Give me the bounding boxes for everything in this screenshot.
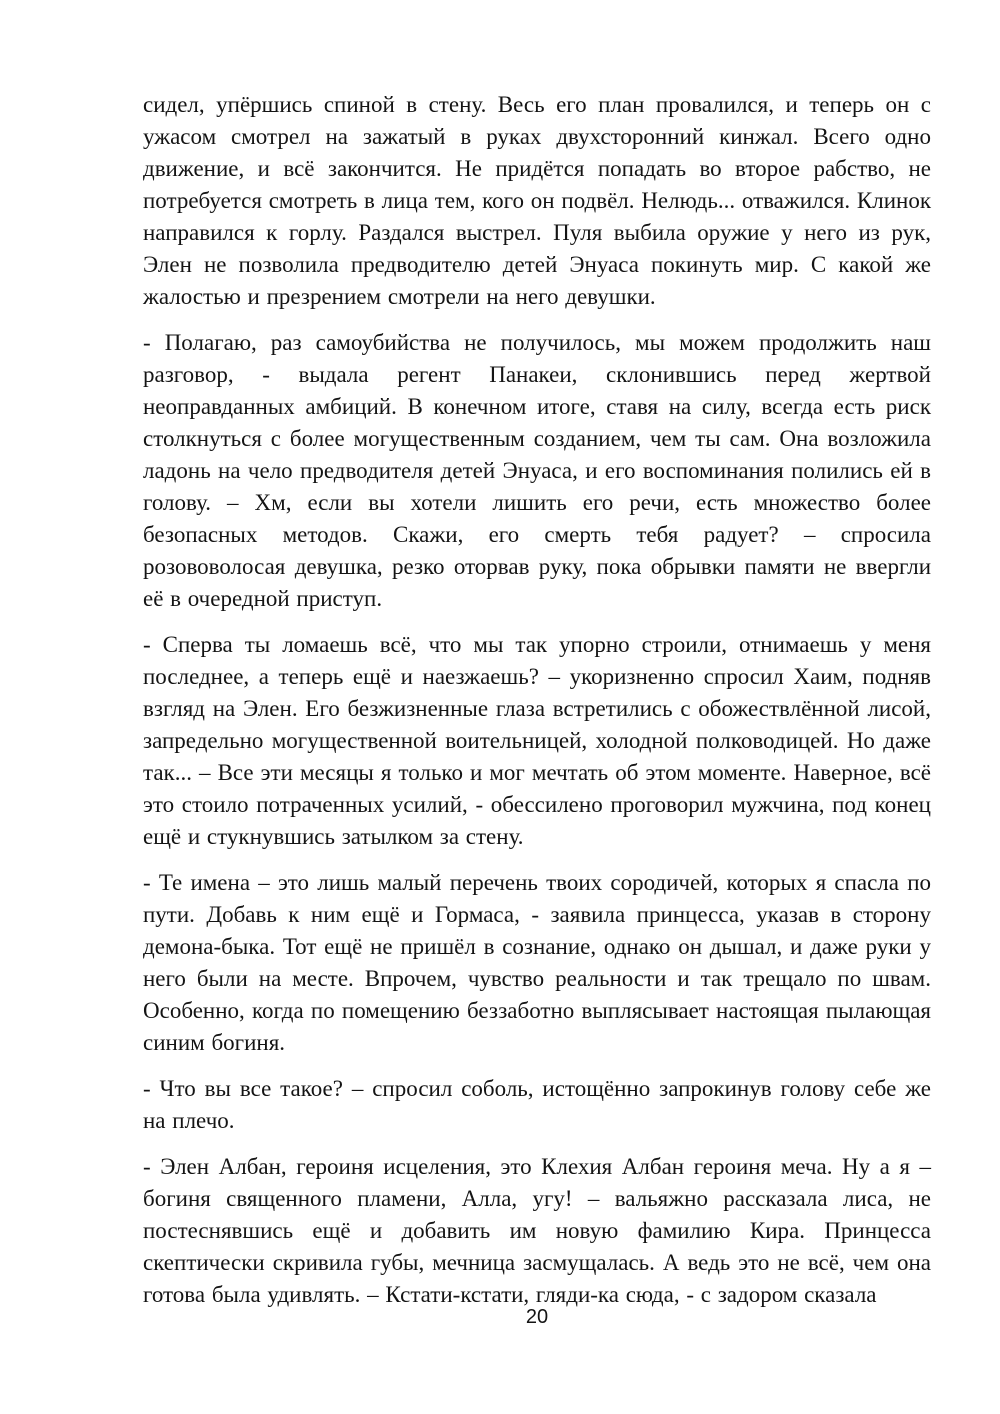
text-block [143, 89, 931, 1311]
paragraph-3: - Сперва ты ломаешь всё, что мы так упорно строили, отнимаешь у меня последнее, а теперь ещё и наезжаешь? – укоризненно спросил Хаим, подняв взгляд на Элен. Его безжизненные глаза встретились с обожествлённой лисой, запредельно могущественной воительницей, холодной полководицей. Но даже так... – Все эти месяцы я только и мог мечтать об этом моменте. Наверное, всё это стоило потраченных усилий, - обессилено проговорил мужчина, под конец ещё и стукнувшись затылком за стену. [143, 632, 931, 849]
paragraph-6: - Элен Албан, героиня исцеления, это Клехия Албан героиня меча. Ну а я – богиня священного пламени, Алла, угу! – вальяжно рассказала лиса, не постеснявшись ещё и добавить им новую фамилию Кира. Принцесса скептически скривила губы, мечница засмущалась. А ведь это не всё, чем она готова была удивлять. – Кстати-кстати, гляди-ка сюда, - с задором сказала [143, 1154, 931, 1307]
page-number: 20 [525, 1306, 549, 1328]
paragraph-1: сидел, упёршись спиной в стену. Весь его план провалился, и теперь он с ужасом смотрел на зажатый в руках двухсторонний кинжал. Всего одно движение, и всё закончится. Не придётся попадать во второе рабство, не потребуется смотреть в лица тем, кого он подвёл. Нелюдь... отважился. Клинок направился к горлу. Раздался выстрел. Пуля выбила оружие у него из рук, Элен не позволила предводителю детей Энуаса покинуть мир. С какой же жалостью и презрением смотрели на него девушки. [143, 92, 931, 309]
paragraph-2: - Полагаю, раз самоубийства не получилось, мы можем продолжить наш разговор, - выдала регент Панакеи, склонившись перед жертвой неоправданных амбиций. В конечном итоге, ставя на силу, всегда есть риск столкнуться с более могущественным созданием, чем ты сам. Она возложила ладонь на чело предводителя детей Энуаса, и его воспоминания полились ей в голову. – Хм, если вы хотели лишить его речи, есть множество более безопасных методов. Скажи, его смерть тебя радует? – спросила розововолосая девушка, резко оторвав руку, пока обрывки памяти не ввергли её в очередной приступ. [143, 330, 931, 611]
paragraph-5: - Что вы все такое? – спросил соболь, истощённо запрокинув голову себе же на плечо. [143, 1076, 931, 1133]
paragraph-4: - Те имена – это лишь малый перечень твоих сородичей, которых я спасла по пути. Добавь к ним ещё и Гормаса, - заявила принцесса, указав в сторону демона-быка. Тот ещё не пришёл в сознание, однако он дышал, и даже руки у него были на месте. Впрочем, чувство реальности и так трещало по швам. Особенно, когда по помещению беззаботно выплясывает настоящая пылающая синим богиня. [143, 870, 931, 1055]
